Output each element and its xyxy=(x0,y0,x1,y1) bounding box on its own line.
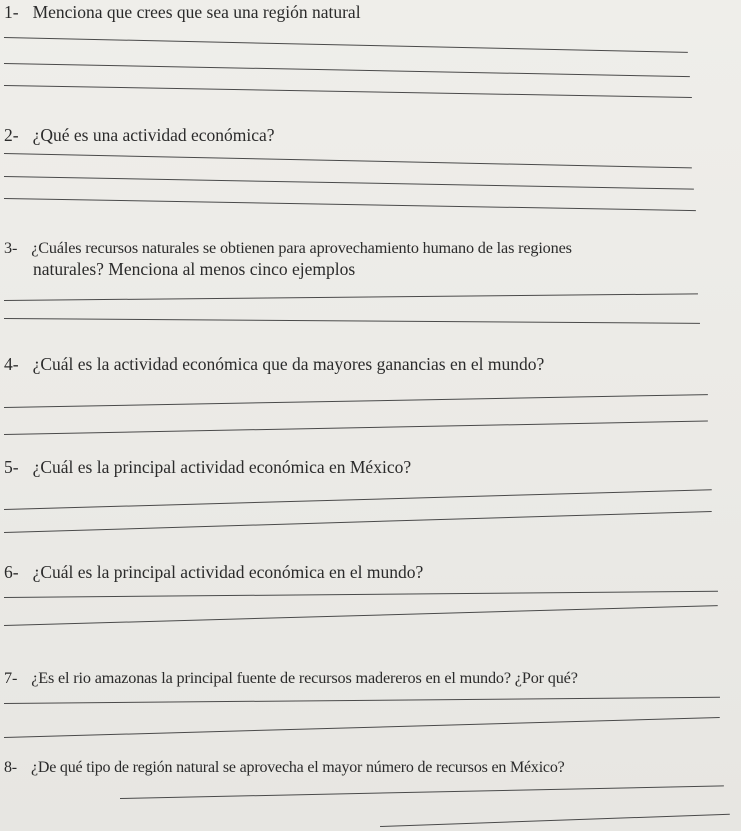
answer-line[interactable] xyxy=(4,176,694,190)
answer-line[interactable] xyxy=(4,318,700,324)
answer-line[interactable] xyxy=(4,591,718,598)
answer-line[interactable] xyxy=(4,293,698,301)
question-number: 8- xyxy=(4,759,17,776)
question-7 xyxy=(4,668,578,688)
answer-line[interactable] xyxy=(4,511,712,533)
answer-line[interactable] xyxy=(4,420,708,435)
question-text: ¿Cuáles recursos naturales se obtienen para aprovechamiento humano de las regiones xyxy=(31,239,572,257)
question-text: Menciona que crees que sea una región natural xyxy=(32,2,361,22)
question-number: 6- xyxy=(4,562,19,582)
question-number: 1- xyxy=(4,2,19,22)
question-4 xyxy=(4,354,544,374)
question-1 xyxy=(4,2,361,22)
question-text: ¿De qué tipo de región natural se aprovecha el mayor número de recursos en México? xyxy=(30,759,565,776)
question-3-continuation xyxy=(33,259,355,279)
question-text: ¿Cuál es la actividad económica que da mayores ganancias en el mundo? xyxy=(32,354,545,374)
answer-line[interactable] xyxy=(380,814,730,827)
question-text: ¿Qué es una actividad económica? xyxy=(32,125,275,145)
question-6 xyxy=(4,562,423,582)
answer-line[interactable] xyxy=(4,153,692,168)
question-2 xyxy=(4,125,275,145)
answer-line[interactable] xyxy=(4,63,690,77)
answer-line[interactable] xyxy=(4,489,712,510)
answer-line[interactable] xyxy=(4,394,708,408)
question-number: 2- xyxy=(4,125,19,145)
question-5 xyxy=(4,457,411,477)
answer-line[interactable] xyxy=(4,697,720,704)
answer-line[interactable] xyxy=(120,785,724,799)
answer-line[interactable] xyxy=(4,37,688,53)
answer-line[interactable] xyxy=(4,85,692,98)
question-number: 7- xyxy=(4,669,18,687)
question-text-continued: naturales? Menciona al menos cinco ejemplos xyxy=(33,259,356,279)
question-text: ¿Es el rio amazonas la principal fuente de recursos madereros en el mundo? ¿Por qué? xyxy=(31,669,578,687)
question-8 xyxy=(4,758,565,778)
answer-line[interactable] xyxy=(4,198,696,211)
answer-line[interactable] xyxy=(4,717,720,738)
question-3 xyxy=(4,238,572,258)
question-number: 5- xyxy=(4,457,19,477)
question-text: ¿Cuál es la principal actividad económica en México? xyxy=(32,457,412,477)
question-number: 4- xyxy=(4,354,19,374)
question-number: 3- xyxy=(4,239,18,257)
question-text: ¿Cuál es la principal actividad económica en el mundo? xyxy=(32,562,424,582)
answer-line[interactable] xyxy=(4,605,718,626)
